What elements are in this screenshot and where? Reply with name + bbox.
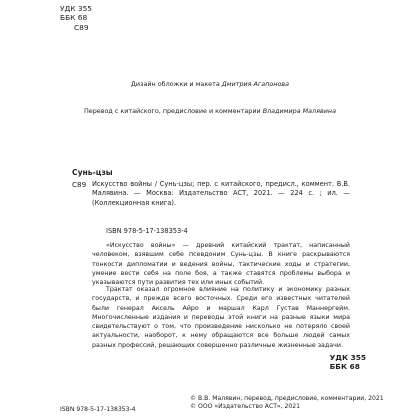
copyright-translation: © В.В. Малявин, перевод, предисловие, комментарии, 2021 bbox=[190, 395, 384, 402]
record-isbn: ISBN 978-5-17-138353-4 bbox=[106, 227, 188, 235]
record-bbk: ББК 68 bbox=[329, 362, 360, 372]
designer-name: Дмитрия Агапонова bbox=[221, 80, 290, 88]
design-credit bbox=[0, 80, 420, 88]
translation-credit bbox=[0, 107, 420, 115]
record-cutter: С89 bbox=[72, 180, 87, 189]
record-udk: УДК 355 bbox=[329, 353, 366, 362]
translator-name: Владимира Малявина bbox=[262, 107, 336, 115]
footer-isbn: ISBN 978-5-17-138353-4 bbox=[60, 406, 136, 413]
annotation-paragraph-2: Трактат оказал огромное влияние на политику и экономику разных государств, и прежде всего восточных. Среди его известных читателей были генерал Аксель Айро и маршал Карл Густав Маннергейм. Многочисленные издания и переводы этой книги на разные языки мира свидетельствуют о том, что произведение нисколько не потеряло своей актуальности, наоборот, к нему обращаются все больше людей самых разных профессий, решающих совершенно различные жизненные задачи. bbox=[92, 286, 350, 349]
classification-codes bbox=[60, 4, 92, 32]
annotation-paragraph-1: «Искусство войны» — древний китайский трактат, написанный человеком, взявшим себе псевдоним Сунь-цзы. В книге раскрываются тонкости дипломатии и ведения войны, тактические ходы и стратегии, умение вести себя на поле боя, а также ставятся проблемы выбора и указываются пути развития тех или иных событий. bbox=[92, 242, 350, 287]
cutter-code: С89 bbox=[74, 22, 89, 32]
record-classification bbox=[330, 353, 366, 372]
bbk-code: ББК 68 bbox=[60, 13, 88, 23]
translation-credit-label: Перевод с китайского, предисловие и комментарии bbox=[84, 107, 263, 115]
udk-code: УДК 355 bbox=[60, 4, 92, 13]
record-author: Сунь-цзы bbox=[72, 168, 113, 177]
copyright-publisher: © ООО «Издательство АСТ», 2021 bbox=[190, 403, 301, 411]
bibliographic-entry: Искусство войны / Сунь-цзы; пер. с китайского, предисл., коммент. В.В. Малявина. — Москва: Издательство АСТ, 2021. — 224 с. ; ил. — (Коллекционная книга). bbox=[92, 180, 350, 207]
design-credit-label: Дизайн обложки и макета bbox=[130, 80, 222, 88]
copyright-block bbox=[190, 395, 384, 412]
